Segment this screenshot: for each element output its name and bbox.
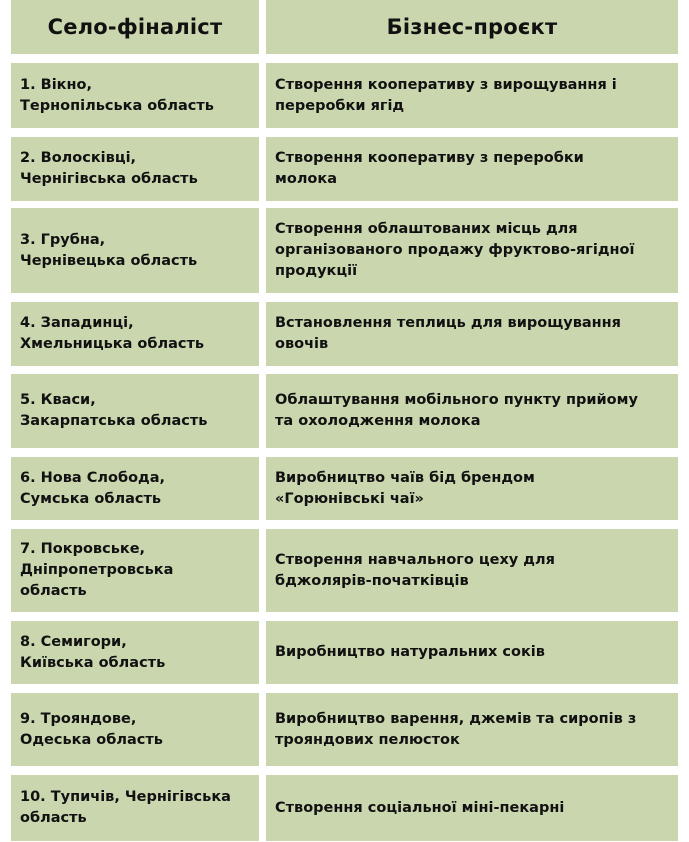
village-cell: 7. Покровське, Дніпропетровська область [11, 529, 259, 612]
table-row [11, 374, 678, 448]
project-cell: Облаштування мобільного пункту прийому та охолодження молока [266, 374, 678, 448]
project-cell: Встановлення теплиць для вирощування овочів [266, 302, 678, 366]
project-cell: Виробництво варення, джемів та сиропів з трояндових пелюсток [266, 693, 678, 766]
village-cell: 10. Тупичів, Чернігівська область [11, 775, 259, 841]
table-row [11, 693, 678, 766]
project-cell: Створення соціальної міні-пекарні [266, 775, 678, 841]
project-cell: Виробництво чаїв бід брендом «Горюнівські чаї» [266, 457, 678, 520]
header-village: Село-фіналіст [11, 0, 259, 54]
village-cell: 4. Западинці, Хмельницька область [11, 302, 259, 366]
village-cell: 9. Трояндове, Одеська область [11, 693, 259, 766]
table-row [11, 457, 678, 520]
village-cell: 8. Семигори, Київська область [11, 621, 259, 684]
table-row [11, 302, 678, 366]
table-row [11, 137, 678, 201]
table-row [11, 775, 678, 841]
table-row [11, 63, 678, 128]
table-row [11, 529, 678, 612]
village-cell: 1. Вікно, Тернопільська область [11, 63, 259, 128]
project-cell: Виробництво натуральних соків [266, 621, 678, 684]
table-header [11, 0, 678, 54]
table-row [11, 621, 678, 684]
finalists-table [11, 0, 678, 841]
header-project: Бізнес-проєкт [266, 0, 678, 54]
project-cell: Створення облаштованих місць для організованого продажу фруктово-ягідної продукції [266, 208, 678, 293]
village-cell: 6. Нова Слобода, Сумська область [11, 457, 259, 520]
project-cell: Створення навчального цеху для бджолярів-початківців [266, 529, 678, 612]
village-cell: 3. Грубна, Чернівецька область [11, 208, 259, 293]
table-row [11, 208, 678, 293]
project-cell: Створення кооперативу з переробки молока [266, 137, 678, 201]
project-cell: Створення кооперативу з вирощування і переробки ягід [266, 63, 678, 128]
village-cell: 5. Кваси, Закарпатська область [11, 374, 259, 448]
village-cell: 2. Волосківці, Чернігівська область [11, 137, 259, 201]
